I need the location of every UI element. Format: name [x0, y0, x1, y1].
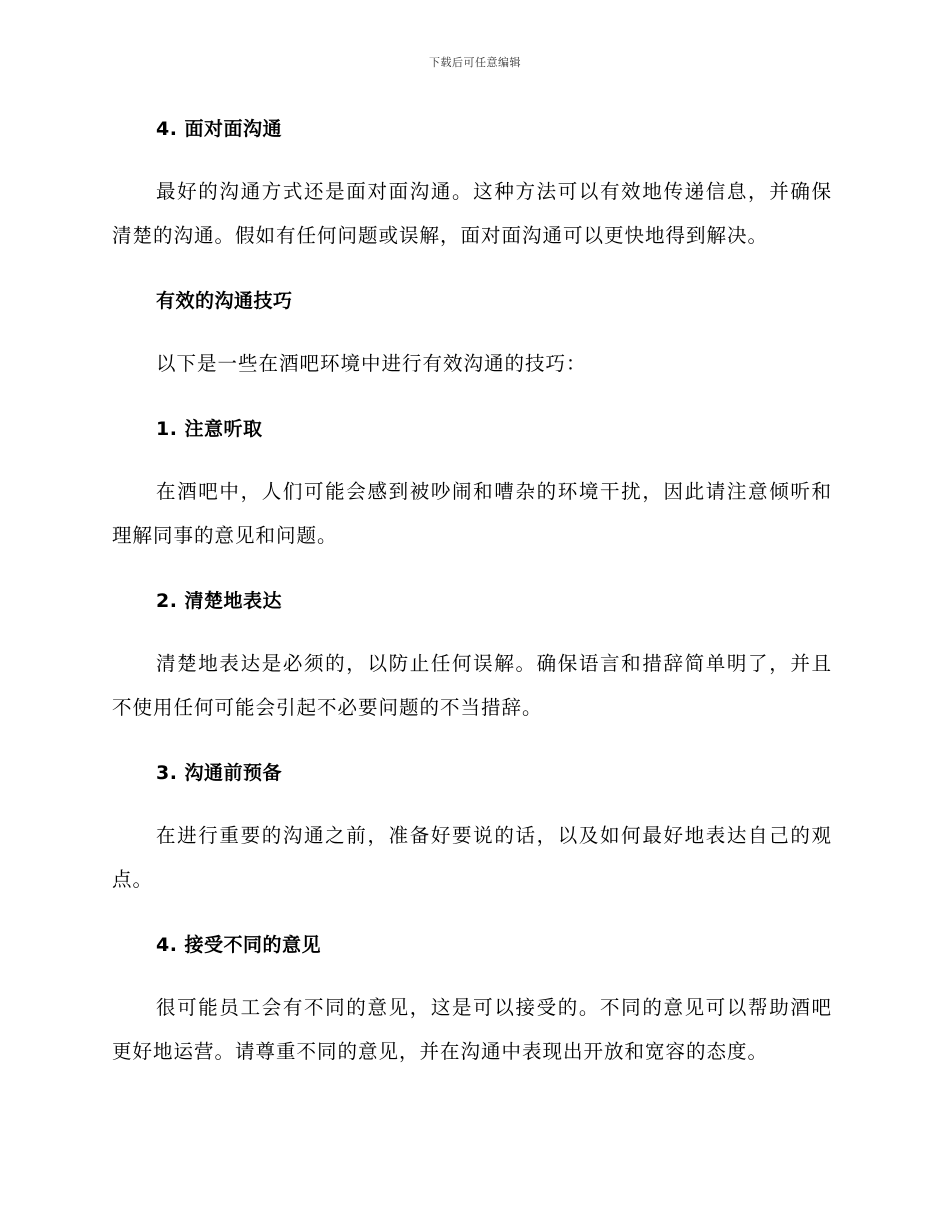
paragraph-listen: 在酒吧中，人们可能会感到被吵闹和嘈杂的环境干扰，因此请注意倾听和理解同事的意见和问题。 — [112, 480, 832, 547]
paragraph-accept-opinions: 很可能员工会有不同的意见，这是可以接受的。不同的意见可以帮助酒吧更好地运营。请尊重不同的意见，并在沟通中表现出开放和宽容的态度。 — [112, 996, 832, 1063]
section-heading-express-clearly: 2. 清楚地表达 — [156, 590, 283, 612]
section-heading-accept-opinions: 4. 接受不同的意见 — [156, 934, 322, 956]
section-heading-listen: 1. 注意听取 — [156, 418, 263, 440]
section-heading-face-to-face: 4. 面对面沟通 — [156, 118, 283, 140]
section-heading-prepare: 3. 沟通前预备 — [156, 762, 283, 784]
paragraph-face-to-face: 最好的沟通方式还是面对面沟通。这种方法可以有效地传递信息，并确保清楚的沟通。假如有任何问题或误解，面对面沟通可以更快地得到解决。 — [112, 180, 832, 247]
page-header-note: 下载后可任意编辑 — [429, 56, 521, 69]
section-heading-effective-tips: 有效的沟通技巧 — [156, 290, 293, 312]
document-body — [112, 112, 832, 1074]
paragraph-express-clearly: 清楚地表达是必须的，以防止任何误解。确保语言和措辞简单明了，并且不使用任何可能会引起不必要问题的不当措辞。 — [112, 652, 832, 719]
paragraph-prepare: 在进行重要的沟通之前，准备好要说的话，以及如何最好地表达自己的观点。 — [112, 824, 832, 891]
paragraph-tips-intro: 以下是一些在酒吧环境中进行有效沟通的技巧： — [156, 352, 587, 375]
